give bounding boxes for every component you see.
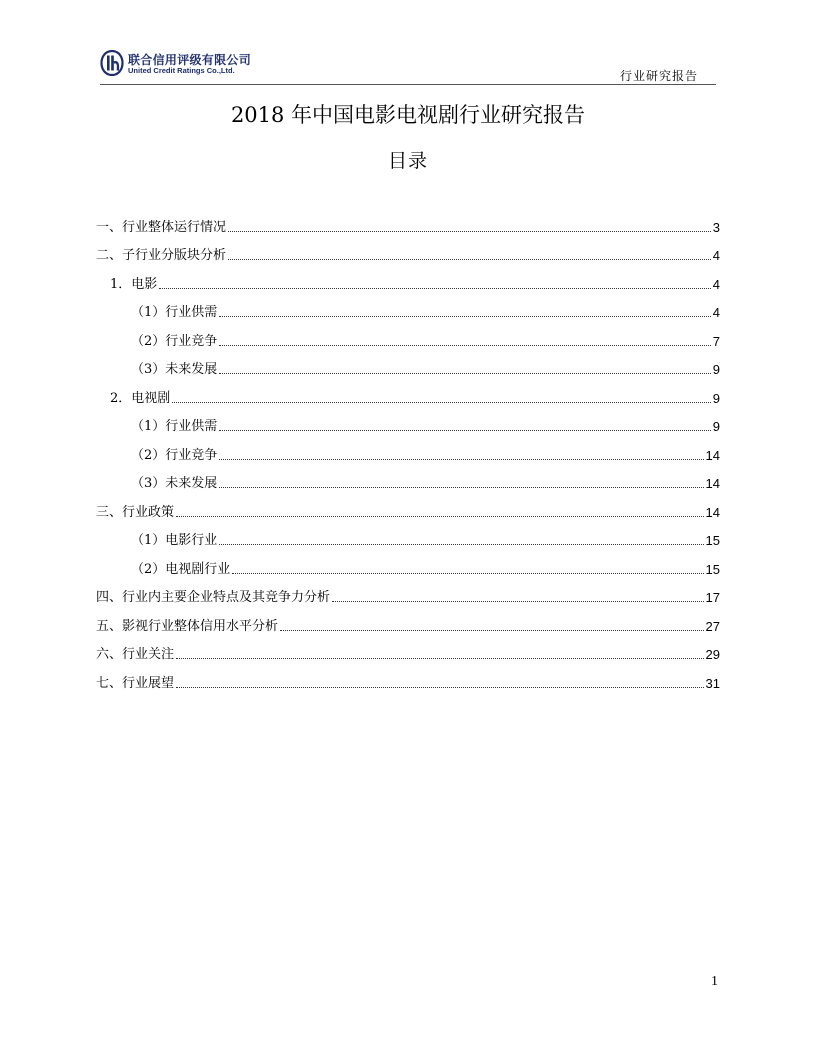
toc-entry-page: 29 (705, 647, 720, 662)
toc-entry[interactable] (96, 467, 720, 496)
toc-entry-page: 31 (705, 675, 720, 691)
toc-entry-label: （1）行业供需 (131, 305, 218, 320)
toc-entry[interactable] (96, 581, 720, 610)
toc-leader (228, 231, 711, 232)
toc-entry-page: 3 (712, 219, 720, 235)
toc-leader (219, 345, 710, 346)
toc-entry-label: （3）未来发展 (131, 362, 218, 377)
toc-entry-label: 六、行业关注 (96, 647, 175, 662)
toc-entry[interactable] (96, 410, 720, 439)
toc-entry[interactable] (96, 381, 720, 410)
toc-entry-page: 9 (712, 390, 720, 406)
toc-entry[interactable] (96, 210, 720, 239)
toc-entry-page: 14 (705, 447, 720, 463)
toc-entry[interactable] (96, 239, 720, 268)
toc-entry-label: （1）行业供需 (131, 419, 218, 434)
toc-entry-page: 14 (705, 476, 720, 491)
table-of-contents (96, 210, 720, 695)
header-divider (100, 84, 716, 85)
toc-entry[interactable] (96, 638, 720, 667)
toc-entry[interactable] (96, 666, 720, 695)
toc-entry[interactable] (96, 296, 720, 325)
toc-leader (232, 573, 703, 574)
company-logo-icon (100, 50, 124, 76)
toc-entry[interactable] (96, 609, 720, 638)
toc-entry-label: （2）电视剧行业 (131, 561, 231, 577)
toc-entry-label: 四、行业内主要企业特点及其竞争力分析 (96, 590, 331, 605)
toc-entry[interactable] (96, 324, 720, 353)
report-category: 行业研究报告 (619, 69, 698, 83)
toc-entry-label: 二、子行业分版块分析 (96, 248, 227, 263)
toc-leader (159, 288, 710, 289)
toc-entry-page: 15 (705, 561, 720, 577)
toc-entry-label: 三、行业政策 (96, 504, 175, 520)
toc-heading: 目录 (387, 150, 428, 172)
toc-entry-page: 27 (705, 618, 720, 634)
toc-leader (176, 687, 704, 688)
toc-entry-label: 2．电视剧 (110, 390, 171, 406)
toc-entry[interactable] (96, 438, 720, 467)
toc-entry-label: 1．电影 (110, 276, 158, 292)
company-name-cn: 联合信用评级有限公司 (128, 53, 252, 67)
toc-leader (176, 516, 704, 517)
toc-entry-label: （1）电影行业 (131, 533, 218, 548)
toc-leader (219, 544, 703, 545)
toc-entry-label: 七、行业展望 (96, 675, 175, 691)
company-logo (100, 50, 300, 78)
toc-leader (219, 430, 710, 431)
toc-entry[interactable] (96, 524, 720, 553)
toc-leader (219, 316, 710, 317)
toc-entry-label: 五、影视行业整体信用水平分析 (96, 618, 279, 634)
toc-entry-label: 一、行业整体运行情况 (96, 219, 227, 235)
document-title: 2018 年中国电影电视剧行业研究报告 (230, 103, 586, 127)
toc-entry-page: 17 (705, 590, 720, 605)
page-number: 1 (711, 974, 718, 989)
company-name-en: United Credit Ratings Co.,Ltd. (128, 66, 235, 75)
toc-leader (219, 487, 703, 488)
toc-leader (172, 402, 710, 403)
toc-leader (280, 630, 704, 631)
toc-entry-page: 7 (712, 333, 720, 349)
toc-entry-page: 4 (712, 248, 720, 263)
toc-entry[interactable] (96, 552, 720, 581)
toc-entry-page: 14 (705, 504, 720, 520)
toc-entry-label: （2）行业竞争 (131, 447, 218, 463)
toc-leader (219, 459, 703, 460)
toc-entry-page: 4 (712, 276, 720, 292)
toc-leader (219, 373, 710, 374)
toc-entry[interactable] (96, 267, 720, 296)
toc-entry-label: （3）未来发展 (131, 476, 218, 491)
toc-entry[interactable] (96, 353, 720, 382)
toc-leader (176, 658, 704, 659)
toc-leader (332, 601, 704, 602)
toc-leader (228, 259, 711, 260)
toc-entry-page: 15 (705, 533, 720, 548)
toc-entry-label: （2）行业竞争 (131, 333, 218, 349)
toc-entry-page: 9 (712, 362, 720, 377)
toc-entry-page: 9 (712, 419, 720, 434)
toc-entry-page: 4 (712, 305, 720, 320)
toc-entry[interactable] (96, 495, 720, 524)
